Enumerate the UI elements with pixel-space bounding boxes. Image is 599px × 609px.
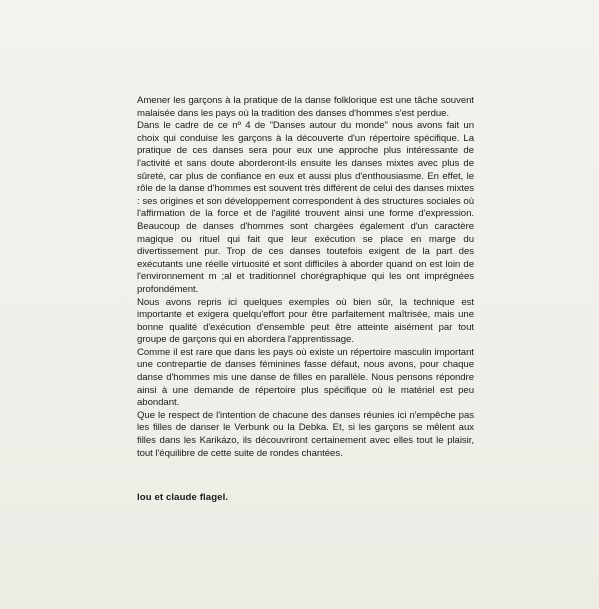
paragraph-conclusion: Que le respect de l'intention de chacune des danses réunies ici n'empêche pas les filles de danser le Verbunk ou la Debka. Et, si les garçons se mêlent aux filles dans les Karikázo, ils découvriront certainement avec elles tout le plaisir, tout l'équilibre de cette suite de rondes chantées. [137, 409, 474, 459]
paragraph-context: Dans le cadre de ce nº 4 de "Danses autour du monde" nous avons fait un choix qui conduise les garçons à la découverte d'un répertoire spécifique. La pratique de ces danses sera pour eux une approche plus intéressante de l'activité et sans doute aborderont-ils ensuite les danses mixtes avec plus de sûreté, car plus de confiance en eux et aussi plus d'enthousiasme. En effet, le rôle de la danse d'hommes est souvent très différent de celui des danses mixtes : ses origines et son développement correspondent à des structures sociales où l'affirmation de la force et de l'agilité trouvent ainsi une forme d'expression. Beaucoup de danses d'hommes sont chargées également d'un caractère magique ou rituel qui fait que leur exécution se place en marge du divertissement pur. Trop de ces danses toutefois exigent de la part des exécutants une réelle virtuosité et sont difficiles à aborder quand on est loin de l'environnement m ;al et traditionnel chorégraphique qui les ont imprégnées profondément. [137, 120, 474, 295]
paragraph-examples: Nous avons repris ici quelques exemples où bien sûr, la technique est importante et exigera quelqu'effort pour être parfaitement maîtrisée, mais une bonne qualité d'exécution d'ensemble peut être atteinte aisément par tout groupe de garçons qui en abordera l'apprentissage. [137, 296, 474, 346]
body-text [137, 95, 474, 460]
paragraph-intro: Amener les garçons à la pratique de la danse folklorique est une tâche souvent malaisée dans les pays où la tradition des danses d'hommes s'est perdue. [137, 95, 474, 119]
author-signature: lou et claude flagel. [137, 492, 229, 503]
paragraph-feminine-dances: Comme il est rare que dans les pays où existe un répertoire masculin important une contrepartie de danses féminines fasse défaut, nous avons, pour chaque danse d'hommes mis une danse de filles en parallèle. Nous pensons répondre ainsi à une demande de répertoire plus spécifique où le matériel est peu abondant. [137, 346, 474, 409]
